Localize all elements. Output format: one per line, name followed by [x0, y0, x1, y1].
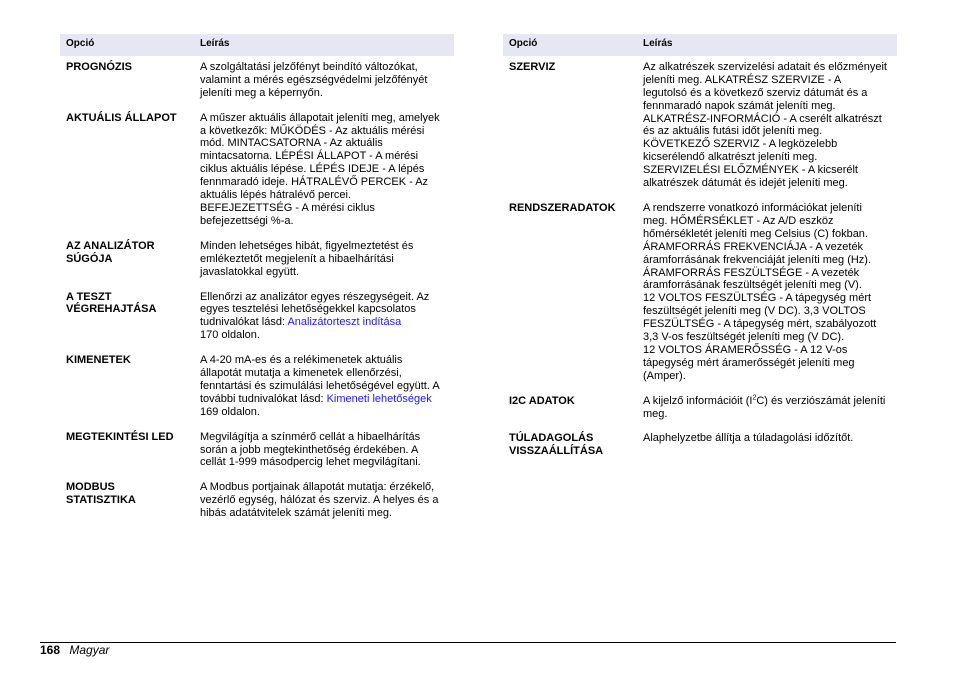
option-name: RENDSZERADATOK: [509, 201, 616, 214]
option-description: A kijelző információit $(I^2C)$ és verziószámát jeleníti meg.: [643, 394, 886, 420]
option-description: Az alkatrészek szervizelési adatait és előzményeit jeleníti meg. ALKATRÉSZ SZERVIZE - A legutolsó és a következő szerviz dátumát és a fennmaradó napok számát jeleníti meg. ALKATRÉSZ-INFORMÁCIÓ - A cserélt alkatrészt és az aktuális futási időt jeleníti meg. KÖVETKEZŐ SZERVIZ - A legközelebb kicserélendő alkatrészt jeleníti meg. SZERVIZELÉSI ELŐZMÉNYEK - A kicserélt alkatrészek dátumát és idejét jeleníti meg.: [643, 60, 887, 190]
column-header-option: Opció: [60, 34, 194, 56]
table-row: [60, 228, 454, 279]
option-name: PROGNÓZIS: [66, 60, 133, 73]
analyzer-test-link[interactable]: Analizátorteszt indítása: [287, 316, 402, 329]
option-name: SZERVIZ: [509, 60, 556, 73]
table-header-row: [60, 34, 454, 56]
option-name: MODBUS STATISZTIKA: [66, 481, 136, 507]
table-row: [60, 100, 454, 228]
table-row: [503, 56, 897, 190]
column-header-description: Leírás: [637, 34, 897, 56]
option-description: A rendszerre vonatkozó információkat jeleníti meg. HŐMÉRSÉKLET - Az A/D eszköz hőmérsékletét jeleníti meg Celsius (C) fokban. ÁRAMFORRÁS FREKVENCIÁJA - A vezeték áramforrásának frekvenciáját jeleníti meg (Hz). ÁRAMFORRÁS FESZÜLTSÉGE - A vezeték áramforrásának feszültségét jeleníti meg (V). 12 VOLTOS FESZÜLTSÉG - A tápegység mért feszültségét jeleníti meg (V DC). 3,3 VOLTOS FESZÜLTSÉG - A tápegység mért, szabályozott 3,3 V-os feszültségét jeleníti meg (V DC). 12 VOLTOS ÁRAMERŐSSÉG - A 12 V-os tápegység mért áramerősségét jeleníti meg (Amper).: [643, 201, 877, 382]
table-row: [60, 469, 454, 520]
table-row: [60, 419, 454, 470]
right-options-table: [503, 34, 897, 458]
option-name: MEGTEKINTÉSI LED: [66, 430, 174, 443]
table-row: [60, 279, 454, 343]
option-name: AZ ANALIZÁTOR SÚGÓJA: [66, 239, 155, 265]
option-description: Ellenőrzi az analizátor egyes részegységeit. Az egyes tesztelési lehetőségekkel kapcsolatos tudnivalókat lásd: Analizátorteszt indítása 170 oldalon.: [200, 290, 430, 342]
option-name: A TESZT VÉGREHAJTÁSA: [66, 290, 157, 316]
table-row: [503, 190, 897, 383]
option-name: TÚLADAGOLÁS VISSZAÁLLÍTÁSA: [509, 432, 604, 458]
footer-language: Magyar: [69, 643, 110, 657]
table-row: [503, 383, 897, 421]
column-header-option: Opció: [503, 34, 637, 56]
page-number: 168: [40, 643, 61, 657]
table-row: [503, 420, 897, 458]
option-name: I2C ADATOK: [509, 394, 575, 407]
option-name: KIMENETEK: [66, 354, 131, 367]
table-row: [60, 56, 454, 100]
output-options-link[interactable]: Kimeneti lehetőségek: [326, 392, 432, 405]
option-name: AKTUÁLIS ÁLLAPOT: [66, 111, 177, 124]
option-description: A 4-20 mA-es és a relékimenetek aktuális állapotát mutatja a kimenetek ellenőrzési, fenntartási és szimulálási lehetőségével együtt. A további tudnivalókat lásd: Kimeneti lehetőségek 169 oldalon.: [200, 354, 440, 418]
option-description: Minden lehetséges hibát, figyelmeztetést és emlékeztetőt megjelenít a hibaelhárítási javaslatokkal együtt.: [200, 239, 414, 278]
column-header-description: Leírás: [194, 34, 454, 56]
table-header-row: [503, 34, 897, 56]
table-row: [60, 342, 454, 419]
left-options-table: [60, 34, 454, 520]
page-footer: [40, 643, 109, 657]
option-description: A szolgáltatási jelzőfényt beindító változókat, valamint a mérés egészségvédelmi jelzőfényét jeleníti meg a képernyőn.: [200, 60, 428, 99]
footer-divider: [40, 642, 896, 643]
option-description: A műszer aktuális állapotait jeleníti meg, amelyek a következők: MŰKÖDÉS - Az aktuális mérési mód. MINTACSATORNA - Az aktuális mintacsatorna. LÉPÉSI ÁLLAPOT - A mérési ciklus aktuális lépése. LÉPÉS IDEJE - A lépés fennmaradó ideje. HÁTRALÉVŐ PERCEK - Az aktuális lépés hátralévő percei. BEFEJEZETTSÉG - A mérési ciklus befejezettségi %-a.: [200, 111, 440, 227]
option-description: Alaphelyzetbe állítja a túladagolási időzítőt.: [643, 432, 854, 445]
option-description: Megvilágítja a színmérő cellát a hibaelhárítás során a jobb megtekinthetőség érdekében. A cellát 1-999 másodpercig lehet megvilágítani.: [200, 430, 421, 469]
option-description: A Modbus portjainak állapotát mutatja: érzékelő, vezérlő egység, hálózat és szerviz. A helyes és a hibás adatátvitelek számát jeleníti meg.: [200, 481, 439, 520]
